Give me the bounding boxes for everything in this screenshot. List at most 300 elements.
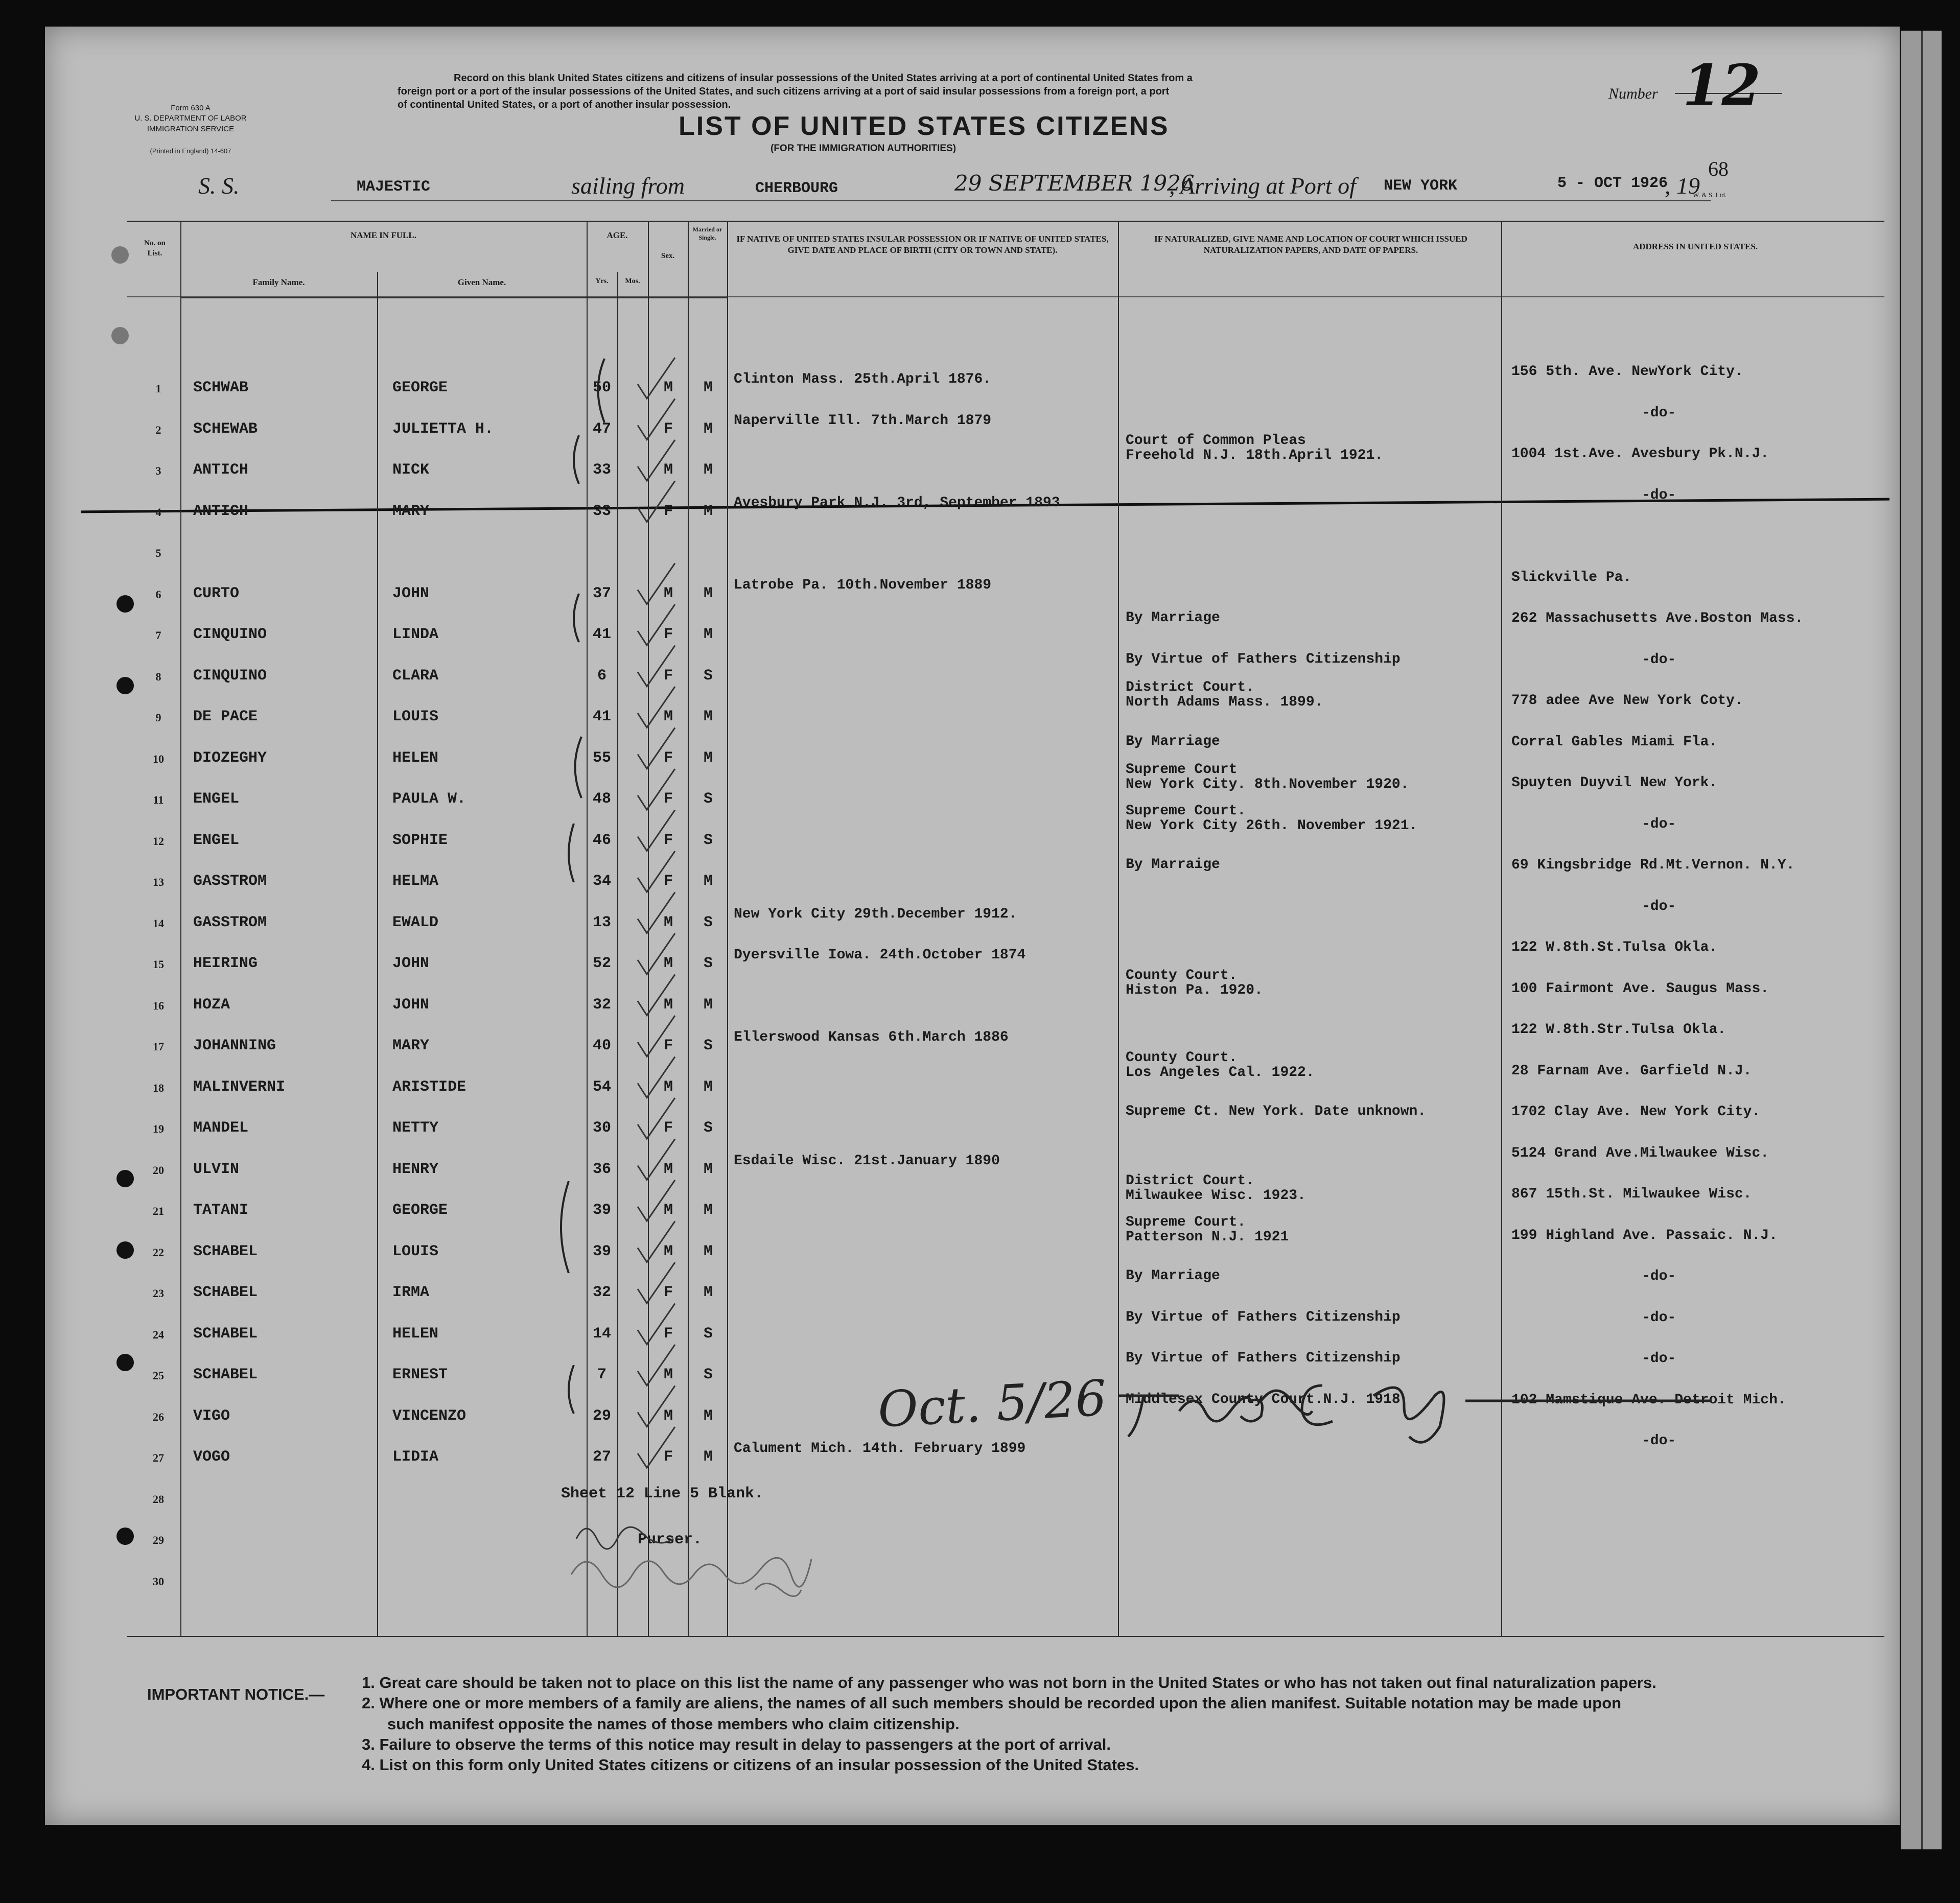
header-married: Married or Single. bbox=[692, 226, 722, 241]
birth-place-date: Esdaile Wisc. 21st.January 1890 bbox=[734, 1153, 1000, 1169]
sex: M bbox=[663, 1160, 673, 1178]
row-number: 17 bbox=[153, 1040, 164, 1053]
sex: F bbox=[663, 1037, 673, 1054]
ss-label: S. S. bbox=[198, 173, 240, 199]
given-name: NICK bbox=[392, 461, 430, 479]
family-name: SCHWAB bbox=[193, 379, 249, 396]
age-years: 6 bbox=[597, 667, 606, 685]
given-name: VINCENZO bbox=[392, 1407, 466, 1425]
us-address: 1702 Clay Ave. New York City. bbox=[1511, 1104, 1761, 1120]
age-years: 33 bbox=[592, 502, 611, 520]
notice-item: 2. Where one or more members of a family are aliens, the names of all such members should be recorded upon the alien manifest. Suitable notation may be made upon bbox=[362, 1694, 1622, 1712]
naturalization-line: North Adams Mass. 1899. bbox=[1126, 694, 1323, 711]
checkmark-tick bbox=[638, 1427, 675, 1468]
row-number: 5 bbox=[155, 547, 161, 559]
list-number: 12 bbox=[1683, 52, 1761, 118]
age-years: 34 bbox=[592, 873, 611, 890]
us-address: -do- bbox=[1642, 1351, 1676, 1367]
sex: F bbox=[663, 1284, 673, 1301]
header-given: Given Name. bbox=[457, 277, 506, 287]
family-name: VOGO bbox=[193, 1448, 230, 1466]
marital-status: S bbox=[703, 831, 713, 849]
us-address: 122 W.8th.Str.Tulsa Okla. bbox=[1511, 1022, 1726, 1038]
marital-status: M bbox=[703, 708, 713, 725]
sex: F bbox=[663, 667, 673, 685]
birth-place-date: Latrobe Pa. 10th.November 1889 bbox=[734, 577, 992, 593]
checkmark-tick bbox=[638, 358, 675, 398]
given-name: NETTY bbox=[392, 1119, 439, 1137]
marital-status: M bbox=[703, 1448, 713, 1466]
age-years: 47 bbox=[592, 420, 611, 438]
family-name: HEIRING bbox=[193, 955, 258, 972]
checkmark-tick bbox=[638, 1345, 675, 1385]
marital-status: M bbox=[703, 1160, 713, 1178]
binder-line bbox=[1921, 31, 1923, 1849]
naturalization-line: New York City. 8th.November 1920. bbox=[1126, 777, 1409, 793]
sex: F bbox=[663, 749, 673, 767]
given-name: LIDIA bbox=[392, 1448, 439, 1466]
row-number: 1 bbox=[155, 382, 161, 395]
family-name: SCHABEL bbox=[193, 1366, 258, 1383]
naturalization-line: Supreme Court bbox=[1126, 762, 1238, 778]
given-name: LOUIS bbox=[392, 1242, 439, 1260]
birth-place-date: New York City 29th.December 1912. bbox=[734, 906, 1017, 922]
family-name: DIOZEGHY bbox=[193, 749, 267, 767]
us-address: 5124 Grand Ave.Milwaukee Wisc. bbox=[1511, 1145, 1769, 1161]
checkmark-tick bbox=[638, 1304, 675, 1345]
naturalization-line: District Court. bbox=[1126, 1173, 1255, 1189]
marital-status: S bbox=[703, 790, 713, 808]
given-name: HELMA bbox=[392, 873, 439, 890]
punch-hole bbox=[111, 327, 129, 344]
sex: F bbox=[663, 873, 673, 890]
row-number: 21 bbox=[153, 1205, 164, 1217]
family-name: DE PACE bbox=[193, 708, 258, 725]
naturalization-line: Los Angeles Cal. 1922. bbox=[1126, 1064, 1315, 1080]
marital-status: M bbox=[703, 1284, 713, 1301]
marital-status: M bbox=[703, 1242, 713, 1260]
header-address: ADDRESS IN UNITED STATES. bbox=[1632, 242, 1758, 251]
row-number: 19 bbox=[153, 1122, 164, 1135]
marital-status: M bbox=[703, 1202, 713, 1219]
checkmark-tick bbox=[638, 563, 675, 604]
sex: M bbox=[663, 1202, 673, 1219]
arrival-date: 5 - OCT 1926 bbox=[1557, 175, 1668, 192]
notice-item: 3. Failure to observe the terms of this notice may result in delay to passengers at the port of arrival. bbox=[362, 1735, 1111, 1753]
given-name: IRMA bbox=[392, 1284, 430, 1301]
handwritten-marks bbox=[45, 27, 1900, 1825]
age-years: 52 bbox=[592, 955, 611, 972]
sex: F bbox=[663, 420, 673, 438]
row-number: 8 bbox=[155, 670, 161, 683]
sex: M bbox=[663, 1242, 673, 1260]
sex: M bbox=[663, 1078, 673, 1096]
marital-status: M bbox=[703, 420, 713, 438]
family-name: JOHANNING bbox=[193, 1037, 276, 1054]
given-name: HENRY bbox=[392, 1160, 439, 1178]
given-name: LINDA bbox=[392, 626, 439, 643]
marital-status: M bbox=[703, 873, 713, 890]
header-native: IF NATIVE OF UNITED STATES INSULAR POSSESSION OR IF NATIVE OF UNITED STATES, GIVE DATE AND PLACE OF BIRTH (CITY OR TOWN AND STATE). bbox=[736, 234, 1109, 255]
page-subtitle: (FOR THE IMMIGRATION AUTHORITIES) bbox=[771, 143, 956, 154]
family-name: GASSTROM bbox=[193, 873, 267, 890]
checkmark-tick bbox=[638, 769, 675, 810]
header-family: Family Name. bbox=[252, 277, 305, 287]
age-years: 29 bbox=[592, 1407, 611, 1425]
checkmark-tick bbox=[638, 1386, 675, 1427]
us-address: Corral Gables Miami Fla. bbox=[1511, 734, 1718, 750]
age-years: 46 bbox=[592, 831, 611, 849]
header-no: No. on List. bbox=[144, 239, 166, 257]
port-from: CHERBOURG bbox=[755, 180, 838, 197]
given-name: MARY bbox=[392, 1037, 430, 1054]
sex: M bbox=[663, 913, 673, 931]
age-years: 32 bbox=[592, 1284, 611, 1301]
checkmark-tick bbox=[638, 975, 675, 1016]
row-number: 24 bbox=[153, 1328, 164, 1341]
checkmark-tick bbox=[638, 851, 675, 892]
checkmark-tick bbox=[638, 892, 675, 933]
checkmark-tick bbox=[638, 810, 675, 851]
us-address: -do- bbox=[1642, 816, 1676, 832]
printer-mark: W. & S. Ltd. bbox=[1693, 191, 1726, 199]
us-address: 122 W.8th.St.Tulsa Okla. bbox=[1511, 939, 1718, 955]
age-years: 37 bbox=[592, 584, 611, 602]
family-name: GASSTROM bbox=[193, 913, 267, 931]
ship-name: MAJESTIC bbox=[357, 178, 431, 196]
given-name: MARY bbox=[392, 502, 430, 520]
checkmark-tick bbox=[638, 1262, 675, 1303]
arriving-label: , Arriving at Port of bbox=[1169, 173, 1356, 199]
notice-label: IMPORTANT NOTICE.— bbox=[147, 1685, 325, 1703]
row-number: 23 bbox=[153, 1287, 164, 1300]
row-number: 11 bbox=[153, 793, 164, 806]
naturalization-line: Supreme Court. bbox=[1126, 803, 1246, 819]
notice-list bbox=[362, 1673, 1869, 1775]
checkmark-tick bbox=[638, 1016, 675, 1056]
birth-place-date: Ellerswood Kansas 6th.March 1886 bbox=[734, 1029, 1009, 1045]
family-name: ANTICH bbox=[193, 502, 249, 520]
marital-status: M bbox=[703, 1078, 713, 1096]
age-years: 41 bbox=[592, 626, 611, 643]
sex: M bbox=[663, 1366, 673, 1383]
family-name: CINQUINO bbox=[193, 626, 267, 643]
sex: F bbox=[663, 1325, 673, 1343]
row-number: 27 bbox=[153, 1451, 164, 1464]
row-number: 16 bbox=[153, 999, 164, 1012]
sex: M bbox=[663, 461, 673, 479]
printed-note: (Printed in England) 14-607 bbox=[150, 147, 231, 155]
row-number: 7 bbox=[155, 629, 161, 642]
us-address: Slickville Pa. bbox=[1511, 569, 1632, 585]
naturalization-line: New York City 26th. November 1921. bbox=[1126, 817, 1418, 834]
sex: M bbox=[663, 379, 673, 396]
checkmark-tick bbox=[638, 440, 675, 481]
notice-item: 4. List on this form only United States citizens or citizens of an insular possession of the United States. bbox=[362, 1756, 1139, 1774]
sailing-label: sailing from bbox=[571, 173, 685, 199]
row-number: 13 bbox=[153, 876, 164, 888]
checkmark-tick bbox=[638, 1139, 675, 1180]
age-years: 54 bbox=[592, 1078, 611, 1096]
family-name: ENGEL bbox=[193, 790, 240, 808]
checkmark-tick bbox=[638, 1057, 675, 1098]
family-name: SCHEWAB bbox=[193, 420, 258, 438]
row-number: 14 bbox=[153, 917, 164, 930]
us-address: 28 Farnam Ave. Garfield N.J. bbox=[1511, 1063, 1752, 1079]
marital-status: S bbox=[703, 1325, 713, 1343]
naturalization-line: By Marriage bbox=[1126, 610, 1220, 626]
sex: M bbox=[663, 996, 673, 1014]
preamble-line: foreign port or a port of the insular possessions of the United States, and such citizens arriving at a port of said insular possessions from a foreign port, a port bbox=[398, 86, 1170, 97]
marital-status: S bbox=[703, 1366, 713, 1383]
us-address: -do- bbox=[1642, 405, 1676, 421]
manifest-sheet bbox=[45, 27, 1900, 1825]
preamble-line: Record on this blank United States citizens and citizens of insular possessions of the United States arriving at a port of continental United States from a bbox=[454, 73, 1193, 84]
naturalization-line: Supreme Court. bbox=[1126, 1214, 1246, 1230]
naturalization-line: Patterson N.J. 1921 bbox=[1126, 1229, 1289, 1245]
given-name: CLARA bbox=[392, 667, 439, 685]
family-name: SCHABEL bbox=[193, 1284, 258, 1301]
us-address: 867 15th.St. Milwaukee Wisc. bbox=[1511, 1186, 1752, 1202]
checkmark-tick bbox=[638, 481, 675, 522]
sex: M bbox=[663, 584, 673, 602]
age-years: 14 bbox=[592, 1325, 611, 1343]
naturalization-line: Histon Pa. 1920. bbox=[1126, 982, 1263, 998]
us-address: 262 Massachusetts Ave.Boston Mass. bbox=[1511, 610, 1804, 626]
given-name: EWALD bbox=[392, 913, 439, 931]
family-name: MALINVERNI bbox=[193, 1078, 286, 1096]
given-name: GEORGE bbox=[392, 1202, 448, 1219]
sex: M bbox=[663, 708, 673, 725]
checkmark-tick bbox=[638, 687, 675, 727]
naturalization-line: Milwaukee Wisc. 1923. bbox=[1126, 1188, 1306, 1204]
us-address: 199 Highland Ave. Passaic. N.J. bbox=[1511, 1227, 1778, 1243]
given-name: JOHN bbox=[392, 955, 430, 972]
given-name: GEORGE bbox=[392, 379, 448, 396]
age-years: 40 bbox=[592, 1037, 611, 1054]
marital-status: S bbox=[703, 955, 713, 972]
punch-hole bbox=[116, 677, 134, 694]
given-name: ERNEST bbox=[392, 1366, 448, 1383]
birth-place-date: Dyersville Iowa. 24th.October 1874 bbox=[734, 947, 1026, 963]
marital-status: M bbox=[703, 584, 713, 602]
age-years: 32 bbox=[592, 996, 611, 1014]
sex: M bbox=[663, 1407, 673, 1425]
checkmark-tick bbox=[638, 1180, 675, 1221]
number-label: Number bbox=[1608, 85, 1658, 102]
checkmark-tick bbox=[638, 399, 675, 440]
row-number: 25 bbox=[153, 1369, 164, 1382]
row-number: 29 bbox=[153, 1534, 164, 1546]
sex: F bbox=[663, 831, 673, 849]
naturalization-line: By Marriage bbox=[1126, 733, 1220, 749]
age-years: 39 bbox=[592, 1242, 611, 1260]
given-name: JULIETTA H. bbox=[392, 420, 494, 438]
us-address: 102 Mamstique Ave. Detroit Mich. bbox=[1511, 1392, 1786, 1408]
naturalization-line: By Virtue of Fathers Citizenship bbox=[1126, 1309, 1401, 1325]
row-number: 22 bbox=[153, 1246, 164, 1259]
family-name: ANTICH bbox=[193, 461, 249, 479]
family-name: VIGO bbox=[193, 1407, 230, 1425]
checkmark-tick bbox=[638, 604, 675, 645]
row-number: 28 bbox=[153, 1492, 164, 1506]
family-name: ENGEL bbox=[193, 831, 240, 849]
given-name: ARISTIDE bbox=[392, 1078, 466, 1096]
us-address: Spuyten Duyvil New York. bbox=[1511, 775, 1718, 791]
naturalization-line: Court of Common Pleas bbox=[1126, 433, 1306, 449]
notice-item: such manifest opposite the names of those members who claim citizenship. bbox=[387, 1714, 960, 1733]
row-number: 3 bbox=[155, 464, 161, 477]
sail-date: 29 SEPTEMBER 1926 bbox=[954, 171, 1195, 196]
row-number: 9 bbox=[155, 711, 161, 724]
naturalization-line: County Court. bbox=[1126, 967, 1238, 983]
family-name: ULVIN bbox=[193, 1160, 240, 1178]
row-number: 30 bbox=[153, 1575, 164, 1588]
notice-item: 1. Great care should be taken not to place on this list the name of any passenger who was not born in the United States or who has not taken out final naturalization papers. bbox=[362, 1674, 1656, 1691]
sex: F bbox=[663, 790, 673, 808]
given-name: JOHN bbox=[392, 996, 430, 1014]
birth-place-date: Naperville Ill. 7th.March 1879 bbox=[734, 412, 992, 429]
birth-place-date: Clinton Mass. 25th.April 1876. bbox=[734, 371, 992, 387]
inspector-signature bbox=[1108, 1365, 1782, 1447]
year-label: , 19 bbox=[1665, 173, 1700, 199]
punch-hole bbox=[116, 1170, 134, 1187]
age-years: 50 bbox=[592, 379, 611, 396]
marital-status: M bbox=[703, 626, 713, 643]
checkmark-tick bbox=[638, 646, 675, 687]
given-name: LOUIS bbox=[392, 708, 439, 725]
family-name: TATANI bbox=[193, 1202, 249, 1219]
age-years: 41 bbox=[592, 708, 611, 725]
us-address: 156 5th. Ave. NewYork City. bbox=[1511, 364, 1743, 380]
us-address: 69 Kingsbridge Rd.Mt.Vernon. N.Y. bbox=[1511, 857, 1795, 873]
header-age: AGE. bbox=[606, 230, 628, 240]
age-years: 55 bbox=[592, 749, 611, 767]
us-address: 100 Fairmont Ave. Saugus Mass. bbox=[1511, 980, 1769, 997]
sheet-note: Sheet 12 Line 5 Blank. bbox=[561, 1485, 764, 1502]
given-name: HELEN bbox=[392, 1325, 439, 1343]
purser-label: Purser. bbox=[638, 1531, 703, 1548]
page-title: LIST OF UNITED STATES CITIZENS bbox=[679, 111, 1170, 141]
row-number: 26 bbox=[153, 1410, 164, 1423]
family-name: HOZA bbox=[193, 996, 230, 1014]
us-address: -do- bbox=[1642, 1268, 1676, 1284]
punch-hole bbox=[116, 1528, 134, 1545]
naturalization-line: By Marriage bbox=[1126, 1268, 1220, 1284]
us-address: 778 adee Ave New York Coty. bbox=[1511, 693, 1743, 709]
marital-status: S bbox=[703, 667, 713, 685]
us-address: -do- bbox=[1642, 487, 1676, 503]
birth-place-date: Avesbury Park N.J. 3rd, September 1893 bbox=[734, 495, 1060, 511]
preamble-line: of continental United States, or a port of another insular possession. bbox=[398, 99, 731, 110]
age-years: 27 bbox=[592, 1448, 611, 1466]
naturalization-line: Freehold N.J. 18th.April 1921. bbox=[1126, 448, 1384, 464]
sex: F bbox=[663, 1119, 673, 1137]
marital-status: M bbox=[703, 379, 713, 396]
family-name: MANDEL bbox=[193, 1119, 249, 1137]
family-name: SCHABEL bbox=[193, 1242, 258, 1260]
age-years: 36 bbox=[592, 1160, 611, 1178]
naturalization-line: Middlesex County Court.N.J. 1918 bbox=[1126, 1391, 1401, 1407]
age-years: 7 bbox=[597, 1366, 606, 1383]
naturalization-line: By Virtue of Fathers Citizenship bbox=[1126, 1350, 1401, 1366]
naturalization-line: By Marraige bbox=[1126, 857, 1220, 873]
naturalization-line: District Court. bbox=[1126, 679, 1255, 695]
age-years: 13 bbox=[592, 913, 611, 931]
marital-status: M bbox=[703, 461, 713, 479]
checkmark-tick bbox=[638, 933, 675, 974]
sex: F bbox=[663, 1448, 673, 1466]
us-address: -do- bbox=[1642, 1433, 1676, 1449]
header-naturalized: IF NATURALIZED, GIVE NAME AND LOCATION OF COURT WHICH ISSUED NATURALIZATION PAPERS, AND DATE OF PAPERS. bbox=[1154, 234, 1467, 255]
family-name: CURTO bbox=[193, 584, 240, 602]
form-number: Form 630 A bbox=[171, 104, 211, 112]
row-number: 18 bbox=[153, 1081, 164, 1094]
marital-status: S bbox=[703, 1037, 713, 1054]
given-name: JOHN bbox=[392, 584, 430, 602]
marital-status: S bbox=[703, 913, 713, 931]
row-number: 2 bbox=[155, 423, 161, 436]
punch-hole bbox=[116, 595, 134, 613]
row-number: 6 bbox=[155, 588, 161, 601]
marital-status: M bbox=[703, 1407, 713, 1425]
naturalization-line: Supreme Ct. New York. Date unknown. bbox=[1126, 1103, 1427, 1119]
marital-status: S bbox=[703, 1119, 713, 1137]
marital-status: M bbox=[703, 502, 713, 520]
us-address: -do- bbox=[1642, 898, 1676, 914]
header-yrs: Yrs. bbox=[595, 277, 609, 285]
us-address: -do- bbox=[1642, 1309, 1676, 1326]
signature bbox=[556, 1508, 873, 1610]
sex: F bbox=[663, 626, 673, 643]
row-number: 20 bbox=[153, 1163, 164, 1177]
sex: F bbox=[663, 502, 673, 520]
port-to: NEW YORK bbox=[1384, 177, 1458, 195]
us-address: 1004 1st.Ave. Avesbury Pk.N.J. bbox=[1511, 446, 1769, 462]
given-name: SOPHIE bbox=[392, 831, 448, 849]
birth-place-date: Calument Mich. 14th. February 1899 bbox=[734, 1441, 1026, 1456]
department: U. S. DEPARTMENT OF LABOR bbox=[134, 114, 247, 123]
age-years: 39 bbox=[592, 1202, 611, 1219]
sex: M bbox=[663, 955, 673, 972]
header-mos: Mos. bbox=[625, 277, 640, 285]
checkmark-tick bbox=[638, 1221, 675, 1262]
header-name: NAME IN FULL. bbox=[351, 230, 416, 240]
family-name: CINQUINO bbox=[193, 667, 267, 685]
punch-hole bbox=[111, 246, 129, 264]
row-number: 15 bbox=[153, 958, 164, 971]
marital-status: M bbox=[703, 996, 713, 1014]
given-name: PAULA W. bbox=[392, 790, 466, 808]
age-years: 33 bbox=[592, 461, 611, 479]
family-name: SCHABEL bbox=[193, 1325, 258, 1343]
row-number: 12 bbox=[153, 834, 164, 848]
age-years: 30 bbox=[592, 1119, 611, 1137]
row-number: 4 bbox=[155, 505, 161, 519]
age-years: 48 bbox=[592, 790, 611, 808]
naturalization-line: County Court. bbox=[1126, 1049, 1238, 1066]
marital-status: M bbox=[703, 749, 713, 767]
year-suffix: 68 bbox=[1708, 157, 1729, 180]
header-sex: Sex. bbox=[661, 252, 675, 260]
checkmark-tick bbox=[638, 1098, 675, 1139]
punch-hole bbox=[116, 1241, 134, 1259]
given-name: HELEN bbox=[392, 749, 439, 767]
row-number: 10 bbox=[153, 752, 164, 765]
handwritten-date-stamp: Oct. 5/26 bbox=[876, 1369, 1108, 1439]
checkmark-tick bbox=[638, 728, 675, 769]
naturalization-line: By Virtue of Fathers Citizenship bbox=[1126, 651, 1401, 667]
